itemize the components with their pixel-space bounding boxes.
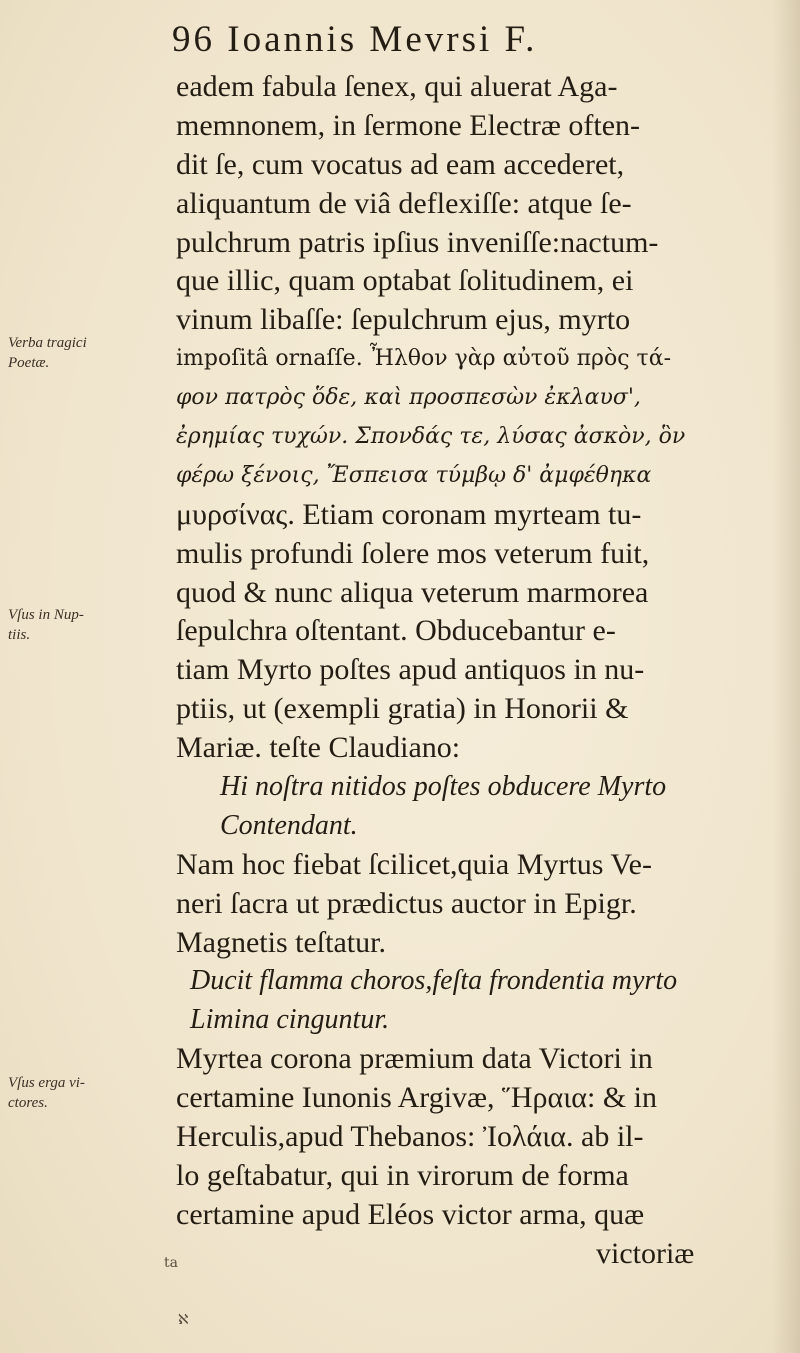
text-line: Herculis,apud Thebanos: Ἰολάια. ab il- <box>176 1120 644 1154</box>
signature-mark: ℵ <box>178 1312 189 1328</box>
text-line: dit ſe, cum vocatus ad eam accederet, <box>176 147 625 181</box>
verse-line: Hi noſtra nitidos poſtes obducere Myrto <box>220 771 667 803</box>
text-line: que illic, quam optabat ſolitudinem, ei <box>176 264 634 298</box>
verse-line: Limina cinguntur. <box>190 1004 390 1036</box>
page-edge-shadow <box>772 0 800 1353</box>
verse-line: Contendant. <box>220 809 358 841</box>
margin-note-line: Verba tragici <box>8 335 87 351</box>
margin-note-verba-tragici <box>8 333 168 373</box>
text-line: pulchrum patris ipſius inveniſſe:nactum- <box>176 225 659 259</box>
text-line: μυρσίνας. Etiam coronam myrteam tu- <box>176 497 642 531</box>
text-line: Mariæ. teſte Claudiano: <box>176 731 461 765</box>
body-text <box>176 68 776 1274</box>
text-line: certamine apud Eléos victor arma, quæ <box>176 1197 645 1231</box>
verse-line: Ducit flamma choros,feſta frondentia myrto <box>190 965 678 997</box>
text-line: vinum libaſſe: ſepulchrum ejus, myrto <box>176 303 631 337</box>
margin-note-line: tiis. <box>8 627 31 643</box>
margin-note-line: Poetæ. <box>8 355 50 371</box>
text-line: lo geſtabatur, qui in virorum de forma <box>176 1158 629 1192</box>
text-line-greek: impoſitâ ornaſſe. Ἦλθον γὰρ αὐτοῦ πρὸς τά- <box>176 346 671 372</box>
margin-note-line: Vſus in Nup- <box>8 607 84 623</box>
text-line: eadem fabula ſenex, qui aluerat Aga- <box>176 70 618 103</box>
text-line-greek: ἐρημίας τυχών. Σπονδάς τε, λύσας ἀσκὸν, ὃν <box>176 424 686 450</box>
text-line: neri ſacra ut prædictus auctor in Epigr. <box>176 886 637 920</box>
text-line: tiam Myrto poſtes apud antiquos in nu- <box>176 653 645 687</box>
margin-note-line: ctores. <box>8 1095 48 1111</box>
text-line: mulis profundi ſolere mos veterum fuit, <box>176 536 650 570</box>
margin-note-usus-victores <box>8 1073 168 1113</box>
catchword-line: victoriæ <box>596 1236 695 1270</box>
text-line-greek: φον πατρὸς ὅδε, καὶ προσπεσὼν ἐκλαυσ', <box>176 385 641 411</box>
text-line: aliquantum de viâ deflexiſſe: atque ſe- <box>176 186 632 220</box>
running-header: 96 Ioannis Mevrsi F. <box>172 19 538 60</box>
text-line: memnonem, in ſermone Electræ often- <box>176 108 641 142</box>
margin-note-line: Vſus erga vi- <box>8 1075 85 1091</box>
text-line: Nam hoc fiebat ſcilicet,quia Myrtus Ve- <box>176 847 652 881</box>
margin-note-usus-nuptiis <box>8 605 168 645</box>
text-line: certamine Iunonis Argivæ, Ἥραια: & in <box>176 1081 658 1115</box>
text-line: Magnetis teſtatur. <box>176 925 386 959</box>
catch-mark: ta <box>164 1255 178 1271</box>
text-line-greek: φέρω ξένοις, Ἔσπεισα τύμβῳ δ' ἀμφέθηκα <box>176 462 652 488</box>
text-line: ſepulchra oſtentant. Obducebantur e- <box>176 614 616 648</box>
text-line: quod & nunc aliqua veterum marmorea <box>176 575 649 609</box>
text-line: ptiis, ut (exempli gratia) in Honorii & <box>176 692 629 726</box>
text-line: Myrtea corona præmium data Victori in <box>176 1042 653 1076</box>
